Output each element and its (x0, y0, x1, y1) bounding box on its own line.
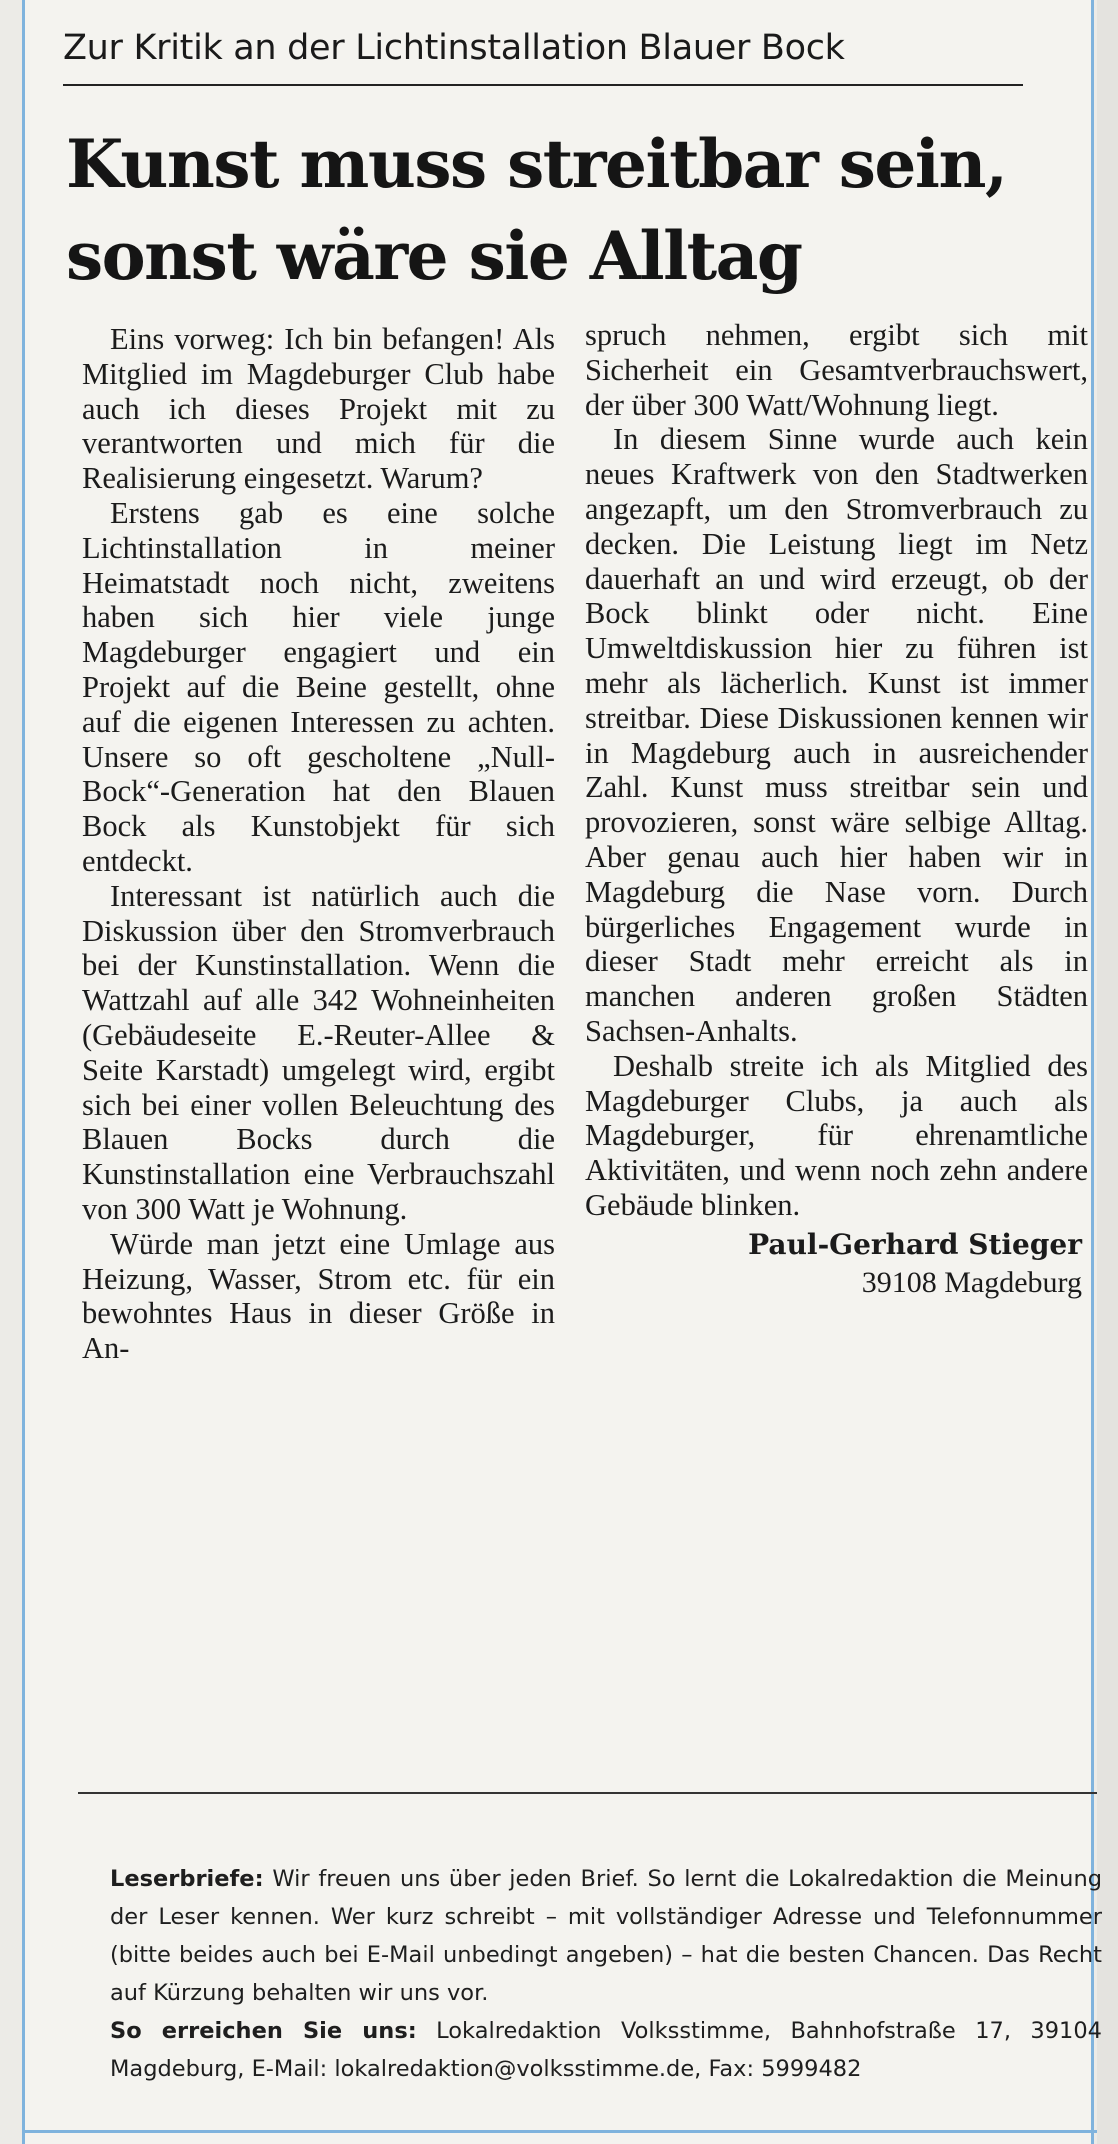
contact-label: So erreichen Sie uns: (110, 2018, 417, 2044)
paragraph: Eins vorweg: Ich bin befangen! Als Mitglied im Magdeburger Club habe auch ich dieses Projekt mit zu verantworten und mich für die Realisierung eingesetzt. Warum? (82, 322, 555, 496)
article-headline (66, 118, 1066, 302)
paragraph: spruch nehmen, ergibt sich mit Sicherheit ein Gesamtverbrauchswert, der über 300 Watt/Wohnung liegt. (585, 318, 1088, 422)
letters-text: Wir freuen uns über jeden Brief. So lernt die Lokalredaktion die Meinung der Leser kennen. Wer kurz schreibt – mit vollständiger Adresse und Telefonnummer (bitte beides auch bei E-Mail unbedingt angeben) – hat die besten Chancen. Das Recht auf Kürzung behalten wir uns vor. (110, 1866, 1102, 2006)
reader-letters-info (110, 1860, 1102, 2088)
paragraph: In diesem Sinne wurde auch kein neues Kraftwerk von den Stadtwerken angezapft, um den Stromverbrauch zu decken. Die Leistung liegt im Netz dauerhaft an und wird erzeugt, ob der Bock blinkt oder nicht. Eine Umweltdiskussion hier zu führen ist mehr als lächerlich. Kunst ist immer streitbar. Diese Diskussionen kennen wir in Magdeburg auch in ausreichender Zahl. Kunst muss streitbar sein und provozieren, sonst wäre selbige Alltag. Aber genau auch hier haben wir in Magdeburg die Nase vorn. Durch bürgerliches Engagement wurde in dieser Stadt mehr erreicht als in manchen anderen großen Städten Sachsen-Anhalts. (585, 422, 1088, 1048)
author-name: Paul-Gerhard Stieger (748, 1227, 1082, 1261)
headline-line-2: sonst wäre sie Alltag (66, 217, 802, 295)
letters-note (110, 1860, 1102, 2012)
author-place: 39108 Magdeburg (861, 1265, 1082, 1299)
headline-line-1: Kunst muss streitbar sein, (66, 125, 1007, 203)
article-column-left (82, 322, 555, 1366)
article-kicker: Zur Kritik an der Lichtinstallation Blauer Bock (63, 28, 845, 68)
contact-note (110, 2012, 1102, 2088)
bottom-border (22, 2130, 1097, 2133)
paragraph: Deshalb streite ich als Mitglied des Magdeburger Clubs, ja auch als Magdeburger, für ehrenamtliche Aktivitäten, und wenn noch zehn andere Gebäude blinken. (585, 1048, 1088, 1222)
paragraph: Würde man jetzt eine Umlage aus Heizung, Wasser, Strom etc. für ein bewohntes Haus in dieser Größe in An- (82, 1226, 555, 1366)
article-column-right (585, 318, 1088, 1301)
section-divider (78, 1792, 1096, 1794)
paragraph: Erstens gab es eine solche Lichtinstallation in meiner Heimatstadt noch nicht, zweitens haben sich hier viele junge Magdeburger engagiert und ein Projekt auf die Beine gestellt, ohne auf die eigenen Interessen zu achten. Unsere so oft gescholtene „Null-Bock“-Generation hat den Blauen Bock als Kunstobjekt für sich entdeckt. (82, 495, 555, 878)
scan-margin (1097, 0, 1118, 2144)
letters-label: Leserbriefe: (110, 1866, 264, 1892)
author-signature (585, 1225, 1088, 1301)
contact-text: Lokalredaktion Volksstimme, Bahnhofstraße 17, 39104 Magdeburg, E-Mail: lokalredaktion@volksstimme.de, Fax: 5999482 (110, 2018, 1102, 2082)
paragraph: Interessant ist natürlich auch die Diskussion über den Stromverbrauch bei der Kunstinstallation. Wenn die Wattzahl auf alle 342 Wohneinheiten (Gebäudeseite E.-Reuter-Allee & Seite Karstadt) umgelegt wird, ergibt sich bei einer vollen Beleuchtung des Blauen Bocks durch die Kunstinstallation eine Verbrauchszahl von 300 Watt je Wohnung. (82, 878, 555, 1226)
kicker-rule (63, 84, 1023, 86)
